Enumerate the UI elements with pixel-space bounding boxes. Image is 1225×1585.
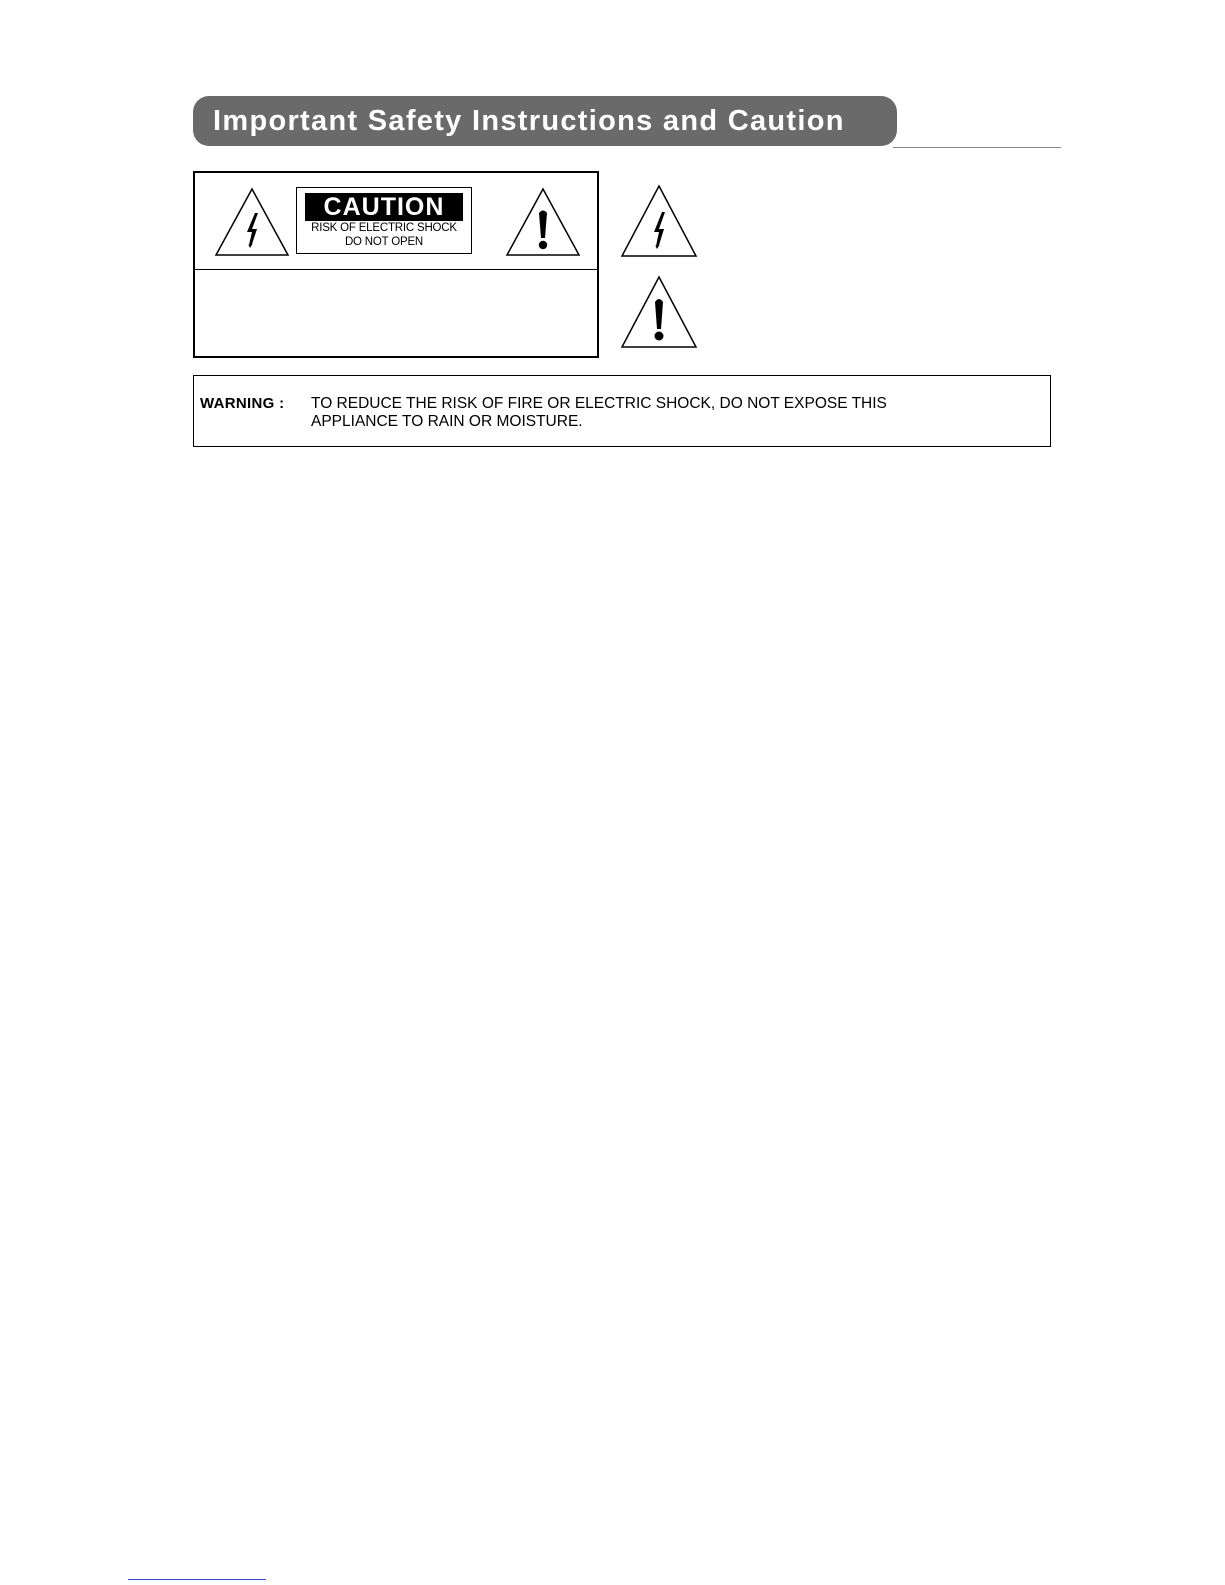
- lightning-warning-icon: [214, 187, 290, 257]
- section-header: [193, 96, 1061, 150]
- lightning-warning-icon: [620, 184, 698, 258]
- warning-text: [311, 395, 1031, 431]
- caution-do-not-open-text: DO NOT OPEN: [344, 236, 424, 248]
- warning-text-line-2: APPLIANCE TO RAIN OR MOISTURE.: [311, 413, 583, 430]
- header-divider: [893, 147, 1061, 148]
- warning-label: WARNING :: [200, 395, 285, 412]
- exclamation-warning-icon: [505, 187, 581, 257]
- exclamation-warning-icon: [620, 275, 698, 349]
- caution-label-top: [195, 173, 597, 270]
- warning-text-line-1: TO REDUCE THE RISK OF FIRE OR ELECTRIC SHOCK, DO NOT EXPOSE THIS: [311, 395, 887, 412]
- page-title: Important Safety Instructions and Caution: [213, 104, 845, 137]
- footer-link-underline: [128, 1579, 266, 1580]
- caution-risk-text: RISK OF ELECTRIC SHOCK: [311, 222, 457, 234]
- warning-notice: [193, 375, 1051, 447]
- caution-label-panel: [193, 171, 599, 358]
- caution-word: CAUTION: [305, 193, 463, 221]
- caution-sign: [296, 187, 472, 254]
- section-header-banner: [193, 96, 897, 146]
